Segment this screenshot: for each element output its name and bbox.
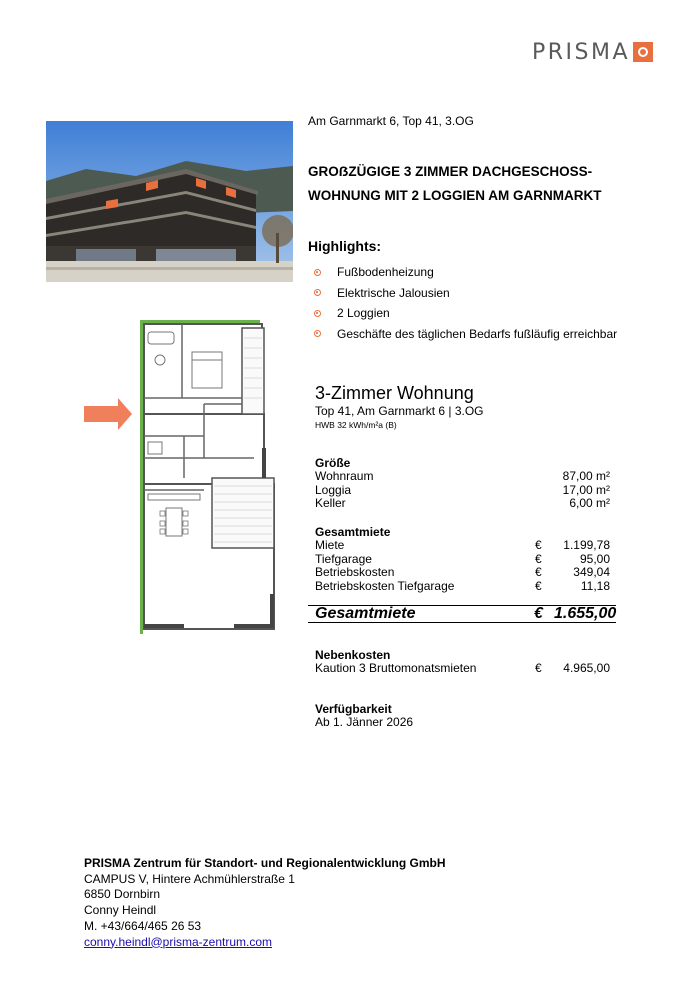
listing-title xyxy=(308,160,688,208)
unit-subheading: Top 41, Am Garnmarkt 6 | 3.OG xyxy=(315,404,484,418)
table-row xyxy=(315,566,610,580)
row-value: 17,00 m² xyxy=(562,482,610,497)
bullet-icon xyxy=(314,269,321,276)
table-row xyxy=(315,497,610,511)
row-value: 87,00 m² xyxy=(562,469,610,483)
bullet-icon xyxy=(314,310,321,317)
row-value: 11,18 xyxy=(580,578,610,593)
highlight-item xyxy=(314,262,617,283)
table-row xyxy=(315,553,610,567)
highlight-item xyxy=(314,324,617,345)
total-row xyxy=(308,605,616,623)
row-label: Loggia xyxy=(315,482,352,497)
highlights-list xyxy=(314,262,617,344)
city-line: 6850 Dornbirn xyxy=(84,887,161,902)
groesse-heading: Größe xyxy=(315,456,351,470)
company-name: PRISMA Zentrum für Standort- und Regionalentwicklung GmbH xyxy=(84,856,446,870)
nebenkosten-table xyxy=(315,648,610,676)
entrance-arrow-icon xyxy=(84,398,132,430)
highlight-text: Geschäfte des täglichen Bedarfs fußläufig erreichbar xyxy=(337,326,618,341)
footer-contact xyxy=(84,856,446,950)
total-currency: € xyxy=(534,605,543,622)
row-value: 95,00 xyxy=(579,551,610,566)
bullet-icon xyxy=(314,330,321,337)
total-label: Gesamtmiete xyxy=(315,605,416,622)
unit-heading: 3-Zimmer Wohnung xyxy=(315,383,474,403)
row-label: Betriebskosten xyxy=(315,565,395,579)
nebenkosten-heading: Nebenkosten xyxy=(315,648,391,662)
table-row xyxy=(315,662,610,676)
row-label: Miete xyxy=(315,538,345,552)
total-value: 1.655,00 xyxy=(554,605,617,622)
verfuegbarkeit-heading: Verfügbarkeit xyxy=(315,702,392,716)
table-row xyxy=(315,539,610,553)
address-line: CAMPUS V, Hintere Achmühlerstraße 1 xyxy=(84,871,295,886)
row-label: Wohnraum xyxy=(315,469,374,483)
row-value: 349,04 xyxy=(573,565,610,579)
highlight-text: Elektrische Jalousien xyxy=(337,285,450,300)
row-label: Tiefgarage xyxy=(315,551,372,566)
row-currency: € xyxy=(535,565,542,579)
email-link[interactable]: conny.heindl@prisma-zentrum.com xyxy=(84,934,273,949)
building-photo xyxy=(46,121,293,282)
logo-text: PRISMA xyxy=(532,39,631,65)
row-currency: € xyxy=(535,578,542,593)
verfuegbarkeit-value: Ab 1. Jänner 2026 xyxy=(315,715,414,729)
row-value: 6,00 m² xyxy=(569,496,610,510)
groesse-table xyxy=(315,456,610,511)
row-currency: € xyxy=(535,538,542,552)
highlight-item xyxy=(314,303,617,324)
table-row xyxy=(315,470,610,484)
highlight-text: 2 Loggien xyxy=(337,306,390,321)
highlight-text: Fußbodenheizung xyxy=(337,265,434,280)
row-value: 1.199,78 xyxy=(563,538,610,552)
title-line-2: WOHNUNG MIT 2 LOGGIEN AM GARNMARKT xyxy=(308,188,602,203)
contact-name: Conny Heindl xyxy=(84,903,157,918)
phone-number: M. +43/664/465 26 53 xyxy=(84,918,202,933)
table-row xyxy=(315,580,610,594)
gesamtmiete-heading: Gesamtmiete xyxy=(315,525,391,539)
row-value: 4.965,00 xyxy=(563,661,610,675)
bullet-icon xyxy=(314,289,321,296)
row-label: Keller xyxy=(315,496,346,510)
logo-target-icon xyxy=(633,42,653,62)
row-currency: € xyxy=(535,551,542,566)
row-label: Kaution 3 Bruttomonatsmieten xyxy=(315,661,477,675)
prisma-logo xyxy=(532,38,653,66)
highlights-heading: Highlights: xyxy=(308,238,382,254)
table-row xyxy=(315,484,610,498)
title-line-1: GROẞZÜGIGE 3 ZIMMER DACHGESCHOSS- xyxy=(308,164,593,179)
verfuegbarkeit-section xyxy=(315,702,610,730)
row-currency: € xyxy=(535,661,542,675)
floor-plan xyxy=(84,318,294,638)
gesamtmiete-table xyxy=(315,525,610,593)
row-label: Betriebskosten Tiefgarage xyxy=(315,578,455,593)
property-address: Am Garnmarkt 6, Top 41, 3.OG xyxy=(308,114,474,128)
unit-hwb: HWB 32 kWh/m²a (B) xyxy=(315,420,397,430)
highlight-item xyxy=(314,283,617,304)
